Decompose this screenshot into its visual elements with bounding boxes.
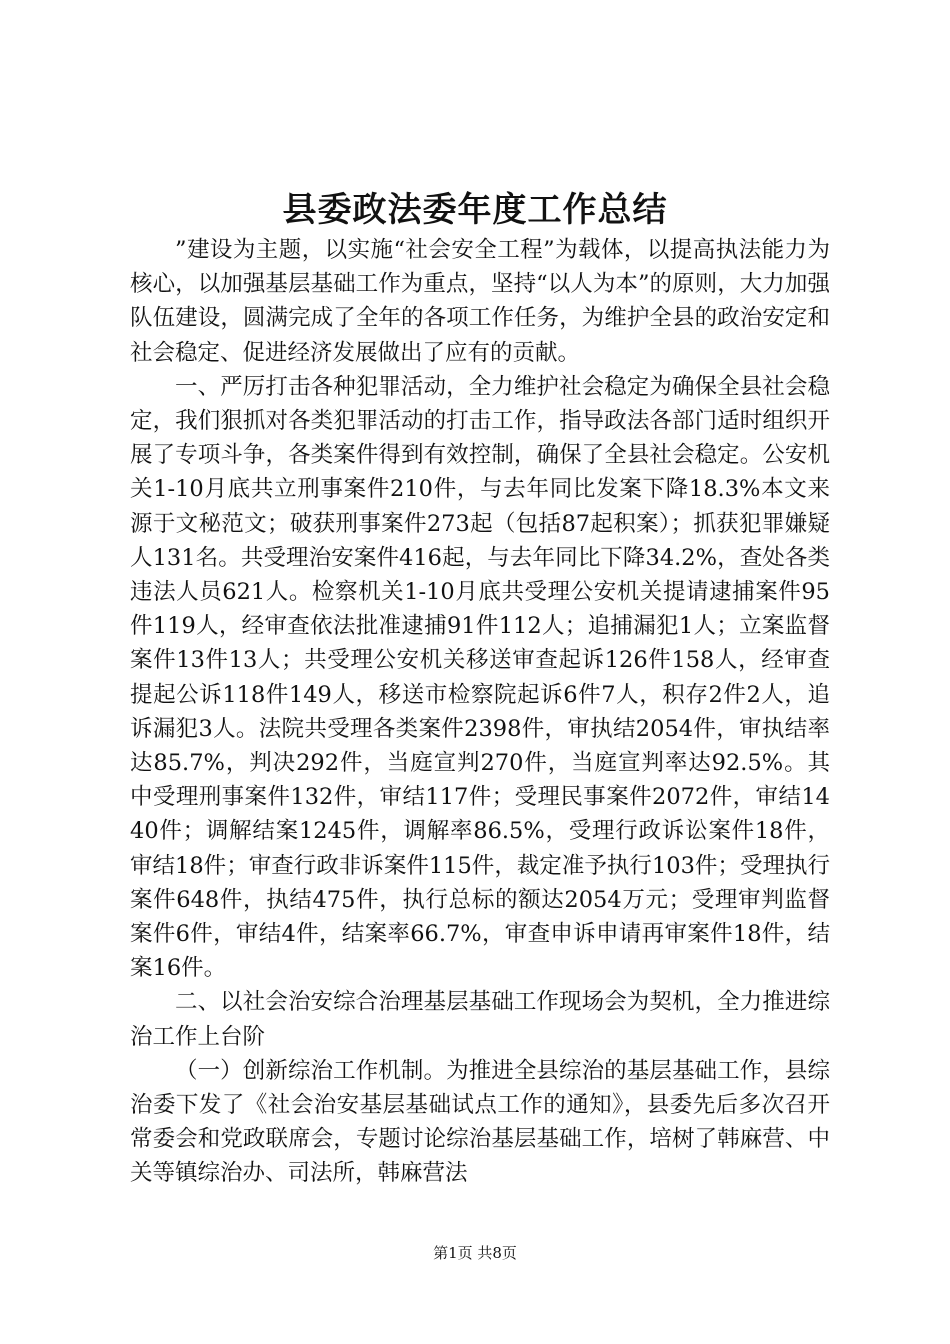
paragraph-section-2-1: （一）创新综治工作机制。为推进全县综治的基层基础工作，县综治委下发了《社会治安基层基础试点工作的通知》，县委先后多次召开常委会和党政联席会，专题讨论综治基层基础工作，培树了韩麻营、中关等镇综治办、司法所，韩麻营法 <box>130 1057 830 1187</box>
document-body <box>130 233 830 1191</box>
paragraph-intro: ”建设为主题，以实施“社会安全工程”为载体，以提高执法能力为核心，以加强基层基础工作为重点，坚持“以人为本”的原则，大力加强队伍建设，圆满完成了全年的各项工作任务，为维护全县的政治安定和社会稳定、促进经济发展做出了应有的贡献。 <box>130 237 830 366</box>
document-title: 县委政法委年度工作总结 <box>282 190 668 230</box>
page-number-footer: 第1页 共8页 <box>433 1244 517 1262</box>
paragraph-section-2-heading: 二、以社会治安综合治理基层基础工作现场会为契机，全力推进综治工作上台阶 <box>130 989 830 1050</box>
paragraph-section-1: 一、严厉打击各种犯罪活动，全力维护社会稳定为确保全县社会稳定，我们狠抓对各类犯罪活动的打击工作，指导政法各部门适时组织开展了专项斗争，各类案件得到有效控制，确保了全县社会稳定。公安机关1-10月底共立刑事案件210件，与去年同比发案下降18.3%本文来源于文秘范文；破获刑事案件273起（包括87起积案）；抓获犯罪嫌疑人131名。共受理治安案件416起，与去年同比下降34.2%，查处各类违法人员621人。检察机关1-10月底共受理公安机关提请逮捕案件95件119人，经审查依法批准逮捕91件112人；追捕漏犯1人；立案监督案件13件13人；共受理公安机关移送审查起诉126件158人，经审查提起公诉118件149人，移送市检察院起诉6件7人，积存2件2人，追诉漏犯3人。法院共受理各类案件2398件，审执结2054件，审执结率达85.7%，判决292件，当庭宣判270件，当庭宣判率达92.5%。其中受理刑事案件132件，审结117件；受理民事案件2072件，审结1440件；调解结案1245件，调解率86.5%，受理行政诉讼案件18件，审结18件；审查行政非诉案件115件，裁定准予执行103件；受理执行案件648件，执结475件，执行总标的额达2054万元；受理审判监督案件6件，审结4件，结案率66.7%，审查申诉申请再审案件18件，结案16件。 <box>130 373 830 982</box>
